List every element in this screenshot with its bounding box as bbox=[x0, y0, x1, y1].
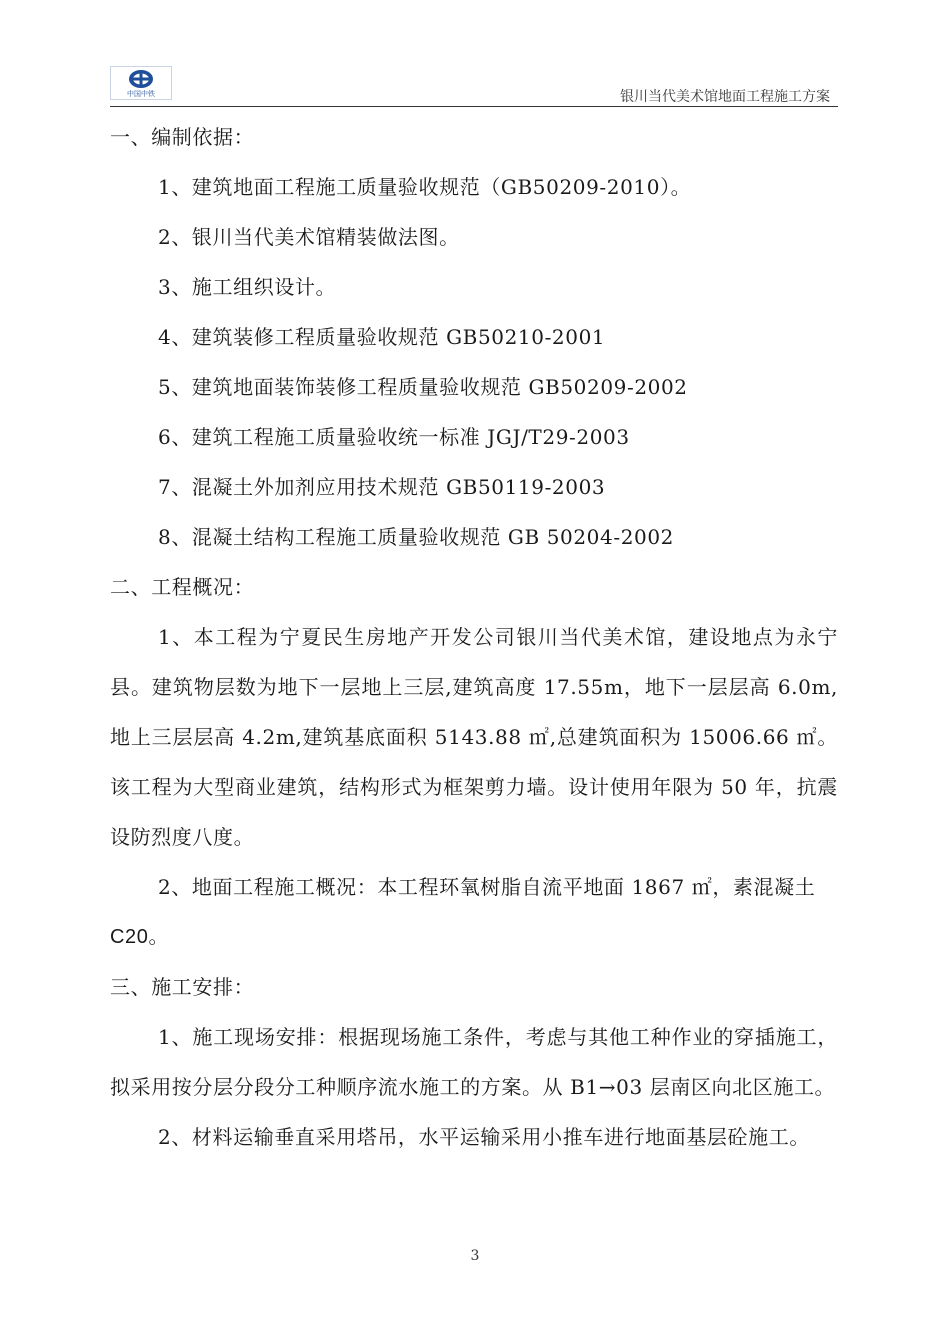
basis-item-3: 3、施工组织设计。 bbox=[158, 275, 337, 299]
basis-item-8: 8、混凝土结构工程施工质量验收规范 GB 50204-2002 bbox=[158, 525, 674, 549]
header-divider bbox=[110, 106, 838, 107]
header-title: 银川当代美术馆地面工程施工方案 bbox=[620, 89, 830, 105]
arrangement-paragraph-1: 1、施工现场安排：根据现场施工条件，考虑与其他工种作业的穿插施工，拟采用按分层分段分工种顺序流水施工的方案。从 B1→03 层南区向北区施工。 bbox=[110, 1025, 838, 1099]
basis-item-2: 2、银川当代美术馆精装做法图。 bbox=[158, 225, 460, 249]
logo-text: 中国中铁 bbox=[127, 90, 155, 98]
basis-item-6: 6、建筑工程施工质量验收统一标准 JGJ/T29-2003 bbox=[158, 425, 630, 449]
overview-paragraph-1: 1、本工程为宁夏民生房地产开发公司银川当代美术馆，建设地点为永宁县。建筑物层数为地下一层地上三层,建筑高度 17.55m，地下一层层高 6.0m,地上三层层高 4.2m,建筑基底面积 5143.88 ㎡,总建筑面积为 15006.66 ㎡。该工程为大型商业建筑，结构形式为框架剪力墙。设计使用年限为 50 年，抗震设防烈度八度。 bbox=[110, 625, 838, 849]
page-number: 3 bbox=[470, 1248, 480, 1264]
basis-item-7: 7、混凝土外加剂应用技术规范 GB50119-2003 bbox=[158, 475, 606, 499]
basis-item-1: 1、建筑地面工程施工质量验收规范（GB50209-2010）。 bbox=[158, 175, 692, 199]
section-heading-overview: 二、工程概况： bbox=[110, 575, 255, 599]
overview-paragraph-2: 2、地面工程施工概况：本工程环氧树脂自流平地面 1867 ㎡，素混凝土 bbox=[158, 875, 816, 899]
arrangement-paragraph-2: 2、材料运输垂直采用塔吊，水平运输采用小推车进行地面基层砼施工。 bbox=[158, 1125, 810, 1149]
section-heading-arrangement: 三、施工安排： bbox=[110, 975, 255, 999]
basis-item-5: 5、建筑地面装饰装修工程质量验收规范 GB50209-2002 bbox=[158, 375, 688, 399]
company-logo bbox=[110, 66, 172, 100]
crec-logo-icon bbox=[111, 67, 171, 99]
section-heading-basis: 一、编制依据： bbox=[110, 125, 255, 149]
overview-paragraph-2-end: C20。 bbox=[110, 926, 170, 948]
basis-item-4: 4、建筑装修工程质量验收规范 GB50210-2001 bbox=[158, 325, 606, 349]
document-body bbox=[110, 112, 838, 1162]
